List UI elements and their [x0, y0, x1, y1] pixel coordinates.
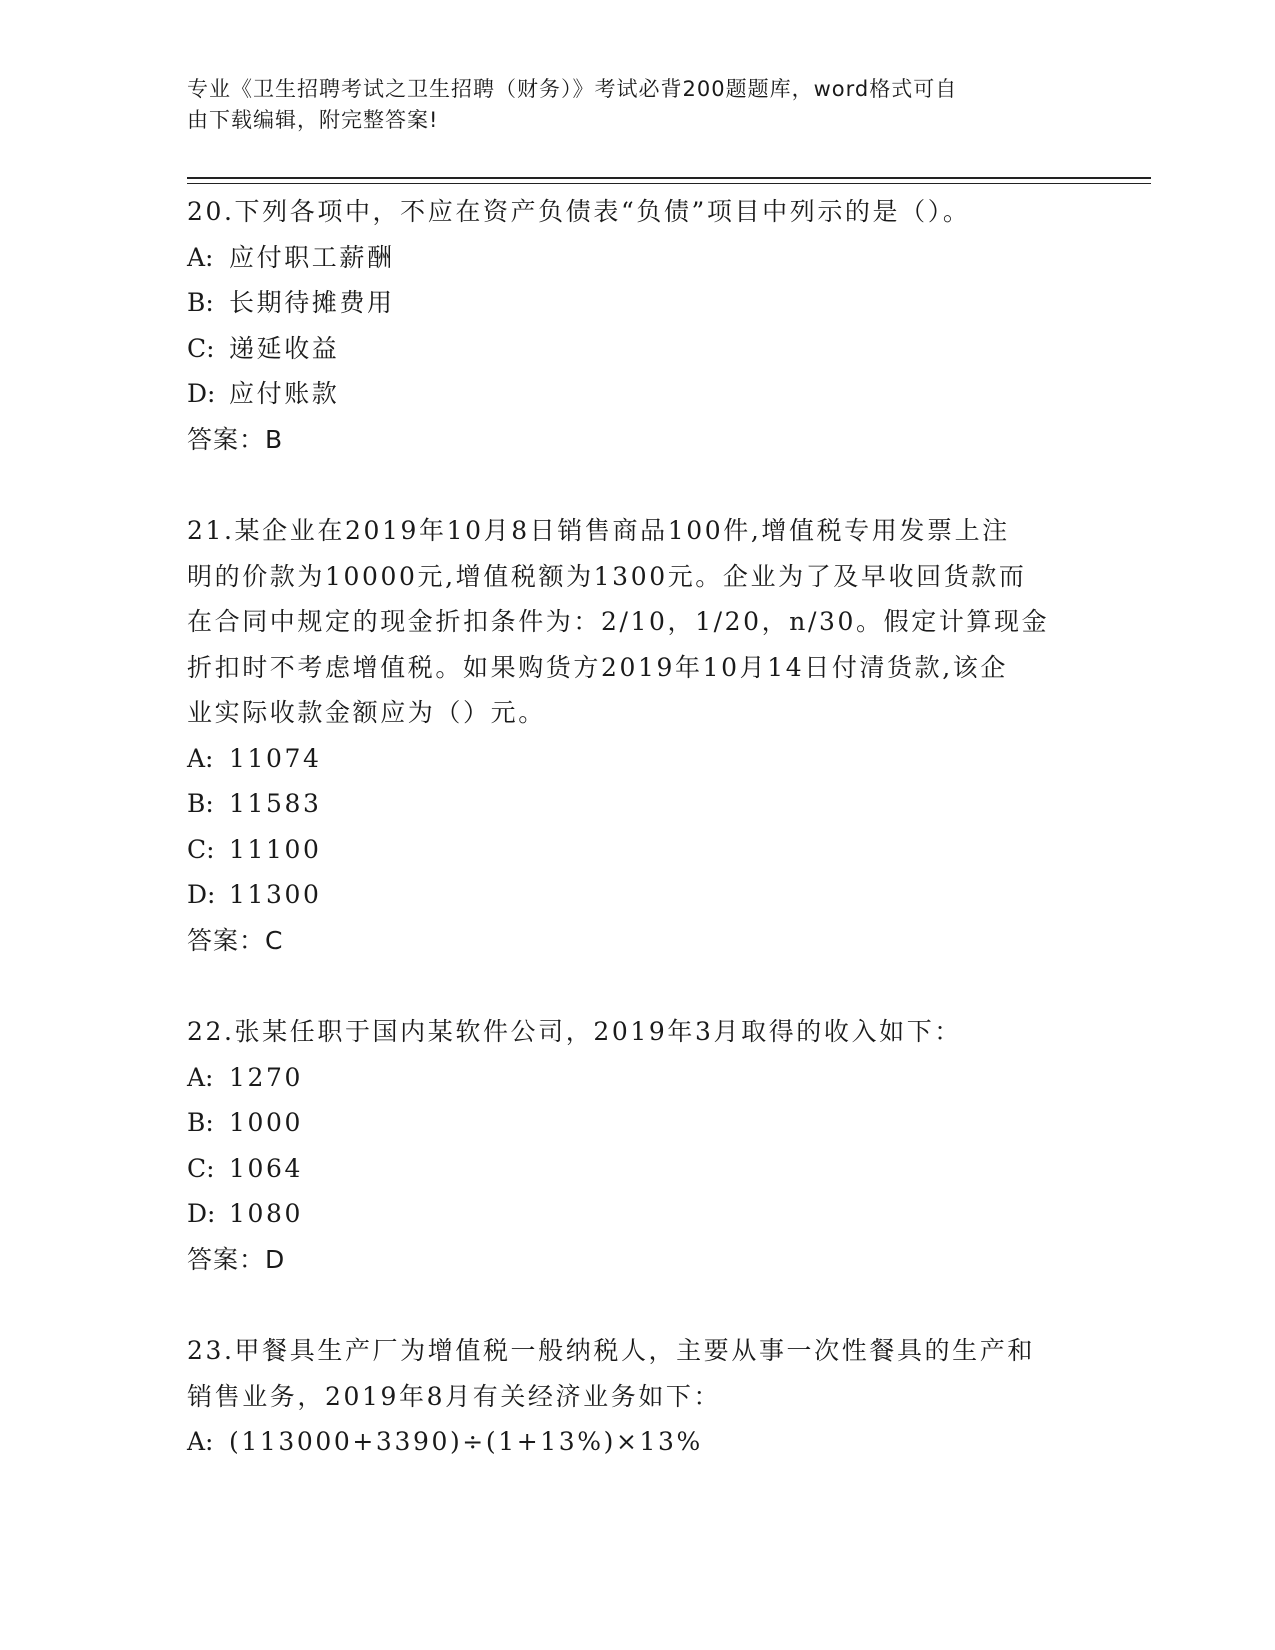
option-label: A: — [187, 743, 214, 773]
question-stem-line: 业实际收款金额应为（）元。 — [187, 698, 546, 727]
option-label: A: — [187, 242, 214, 272]
answer-key: 答案：D — [187, 1244, 286, 1274]
answer-option — [187, 1055, 1087, 1101]
option-text: 11074 — [229, 743, 322, 773]
question-stem-line: 在合同中规定的现金折扣条件为：2/10，1/20，n/30。假定计算现金 — [187, 607, 1050, 636]
option-text: 长期待摊费用 — [229, 288, 395, 317]
answer-option — [187, 326, 1087, 372]
answer-key: 答案：B — [187, 424, 284, 454]
question-stem-line: 20.下列各项中，不应在资产负债表“负债”项目中列示的是（）。 — [187, 197, 971, 226]
option-label: C: — [187, 834, 215, 864]
option-label: D: — [187, 1199, 216, 1228]
answer-option — [187, 1191, 1087, 1237]
option-text: 1064 — [229, 1153, 304, 1183]
option-text: (113000+3390)÷(1+13%)×13% — [229, 1427, 703, 1456]
option-label: A: — [187, 1062, 214, 1092]
option-label: C: — [187, 333, 215, 363]
option-text: 11300 — [229, 880, 322, 909]
question-list — [187, 189, 1087, 1511]
answer-key: 答案：C — [187, 925, 284, 955]
option-text: 应付职工薪酬 — [229, 242, 395, 272]
document-header — [187, 74, 1077, 136]
question-stem-line: 销售业务，2019年8月有关经济业务如下： — [187, 1381, 722, 1411]
answer-option — [187, 371, 1087, 417]
question-stem-line: 22.张某任职于国内某软件公司，2019年3月取得的收入如下： — [187, 1017, 962, 1046]
answer-option — [187, 235, 1087, 281]
question-item — [187, 1328, 1087, 1465]
option-label: D: — [187, 880, 216, 909]
header-divider-thick — [187, 177, 1151, 179]
question-stem-line: 折扣时不考虑增值税。如果购货方2019年10月14日付清货款,该企 — [187, 652, 1008, 682]
question-stem-line: 21.某企业在2019年10月8日销售商品100件,增值税专用发票上注 — [187, 516, 1010, 545]
option-label: D: — [187, 379, 216, 408]
header-line: 由下载编辑，附完整答案! — [187, 108, 439, 132]
question-stem-line: 明的价款为10000元,增值税额为1300元。企业为了及早收回货款而 — [187, 561, 1027, 591]
header-divider-thin — [187, 183, 1151, 184]
question-item — [187, 1009, 1087, 1282]
option-text: 1270 — [229, 1062, 304, 1092]
option-label: A: — [187, 1427, 214, 1456]
answer-option — [187, 1100, 1087, 1146]
header-line: 专业《卫生招聘考试之卫生招聘（财务）》考试必背200题题库，word格式可自 — [187, 77, 958, 101]
question-item — [187, 508, 1087, 963]
answer-option — [187, 781, 1087, 827]
option-label: B: — [187, 288, 214, 317]
option-text: 1080 — [229, 1199, 304, 1228]
answer-option — [187, 1419, 1087, 1465]
option-text: 1000 — [229, 1108, 304, 1137]
question-stem-line: 23.甲餐具生产厂为增值税一般纳税人，主要从事一次性餐具的生产和 — [187, 1336, 1035, 1365]
option-label: B: — [187, 789, 214, 818]
answer-option — [187, 736, 1087, 782]
option-label: C: — [187, 1153, 215, 1183]
option-text: 11583 — [229, 789, 322, 818]
question-item — [187, 189, 1087, 462]
answer-option — [187, 280, 1087, 326]
option-text: 应付账款 — [229, 379, 340, 408]
option-text: 递延收益 — [229, 333, 340, 363]
option-text: 11100 — [229, 834, 322, 864]
answer-option — [187, 872, 1087, 918]
answer-option — [187, 827, 1087, 873]
option-label: B: — [187, 1108, 214, 1137]
answer-option — [187, 1146, 1087, 1192]
